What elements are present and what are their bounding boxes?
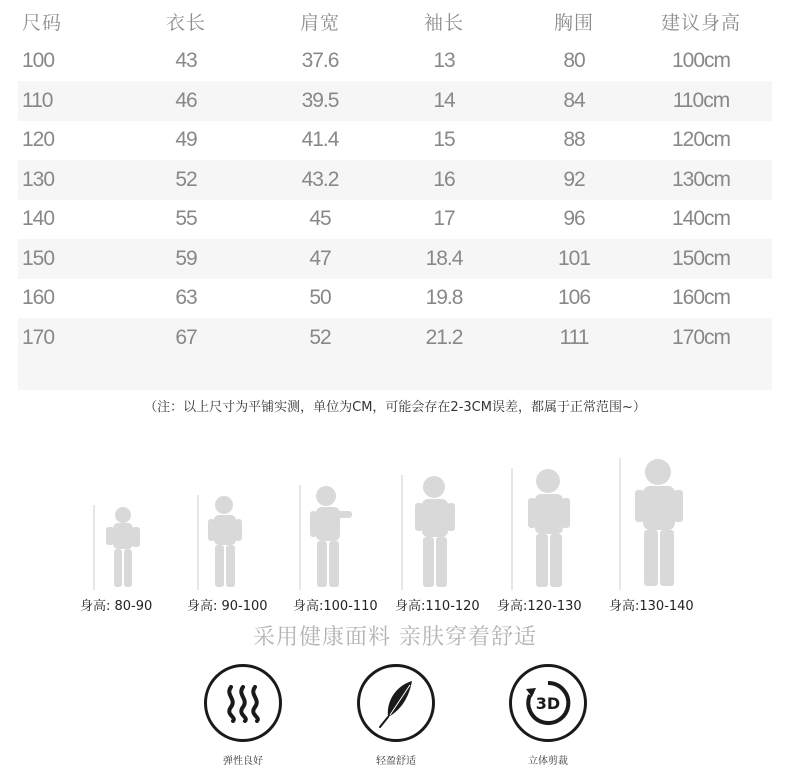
table-cell: 14 [433,88,455,112]
child-silhouette-2 [196,495,246,590]
table-cell: 101 [557,246,591,270]
table-row [18,200,772,240]
table-cell: 110 [22,88,53,112]
feature-label-3d: 立体剪裁 [528,756,568,767]
header-length: 衣长 [165,12,206,35]
table-cell: 15 [433,128,455,152]
table-cell: 45 [309,207,331,231]
height-label-4: 身高:110-120 [395,599,480,614]
table-cell: 41.4 [301,128,339,152]
table-cell: 170cm [671,325,731,349]
table-row [18,42,772,82]
table-cell: 84 [563,88,585,112]
header-shoulder: 肩宽 [299,12,340,35]
table-cell: 43.2 [301,167,339,191]
table-cell: 52 [175,167,197,191]
table-cell: 111 [559,325,589,349]
table-cell: 110cm [672,88,730,112]
table-body [18,42,772,358]
child-silhouette-1 [92,505,142,590]
table-row [18,318,772,358]
height-label-6: 身高:130-140 [609,599,694,614]
table-cell: 49 [175,128,197,152]
table-row [18,81,772,121]
header-height: 建议身高 [660,12,741,35]
table-cell: 16 [433,167,455,191]
table-cell: 18.4 [425,246,463,270]
feature-light [351,664,441,767]
table-row [18,279,772,319]
table-cell: 21.2 [425,325,463,349]
height-label-5: 身高:120-130 [497,599,582,614]
table-cell: 130 [22,167,55,191]
table-cell: 50 [309,286,331,310]
table-cell: 39.5 [301,88,339,112]
child-silhouette-5 [510,468,574,590]
table-cell: 92 [563,167,585,191]
table-cell: 43 [175,49,197,73]
table-cell: 130cm [671,167,731,191]
table-cell: 100 [22,49,55,73]
table-cell: 150 [22,246,55,270]
table-cell: 160 [22,286,55,310]
height-label-1: 身高: 80-90 [80,599,153,614]
table-cell: 55 [175,207,197,231]
table-cell: 150cm [671,246,731,270]
child-silhouette-6 [618,458,688,590]
table-cell: 47 [309,246,331,270]
3d-rotate-icon [509,664,587,742]
slogan: 采用健康面料 亲肤穿着舒适 [253,625,537,650]
table-row [18,121,772,161]
table-cell: 52 [309,325,331,349]
table-cell: 59 [175,246,197,270]
table-cell: 100cm [671,49,731,73]
table-row [18,239,772,279]
table-cell: 63 [175,286,197,310]
size-table [18,2,772,390]
header-sleeve: 袖长 [423,12,464,35]
table-footer-pad [18,358,772,390]
feature-label-elastic: 弹性良好 [223,756,263,767]
table-cell: 88 [563,128,585,152]
table-cell: 106 [557,286,591,310]
header-chest: 胸围 [553,12,594,35]
table-cell: 170 [22,325,55,349]
svg-text:3D: 3D [535,694,561,713]
table-cell: 160cm [671,286,731,310]
feature-label-light: 轻盈舒适 [376,756,416,767]
table-header-row [18,2,772,42]
height-label-2: 身高: 90-100 [187,599,268,614]
table-cell: 19.8 [425,286,463,310]
table-row [18,160,772,200]
table-cell: 17 [433,207,455,231]
table-cell: 96 [563,207,585,231]
height-label-3: 身高:100-110 [293,599,378,614]
feature-elastic [198,664,288,767]
feature-3d-cut [503,664,593,767]
table-cell: 120 [22,128,55,152]
table-cell: 80 [563,49,585,73]
header-size: 尺码 [22,12,63,35]
table-cell: 37.6 [301,49,339,73]
child-silhouette-4 [400,475,460,590]
table-cell: 13 [433,49,455,73]
child-silhouette-3 [298,485,354,590]
feather-icon [357,664,435,742]
table-cell: 140 [22,207,55,231]
measurement-note: （注：以上尺寸为平铺实测，单位为CM，可能会存在2-3CM误差，都属于正常范围~） [144,400,646,415]
table-cell: 46 [175,88,197,112]
elastic-waves-icon [204,664,282,742]
table-cell: 120cm [671,128,731,152]
table-cell: 140cm [671,207,731,231]
table-cell: 67 [175,325,197,349]
